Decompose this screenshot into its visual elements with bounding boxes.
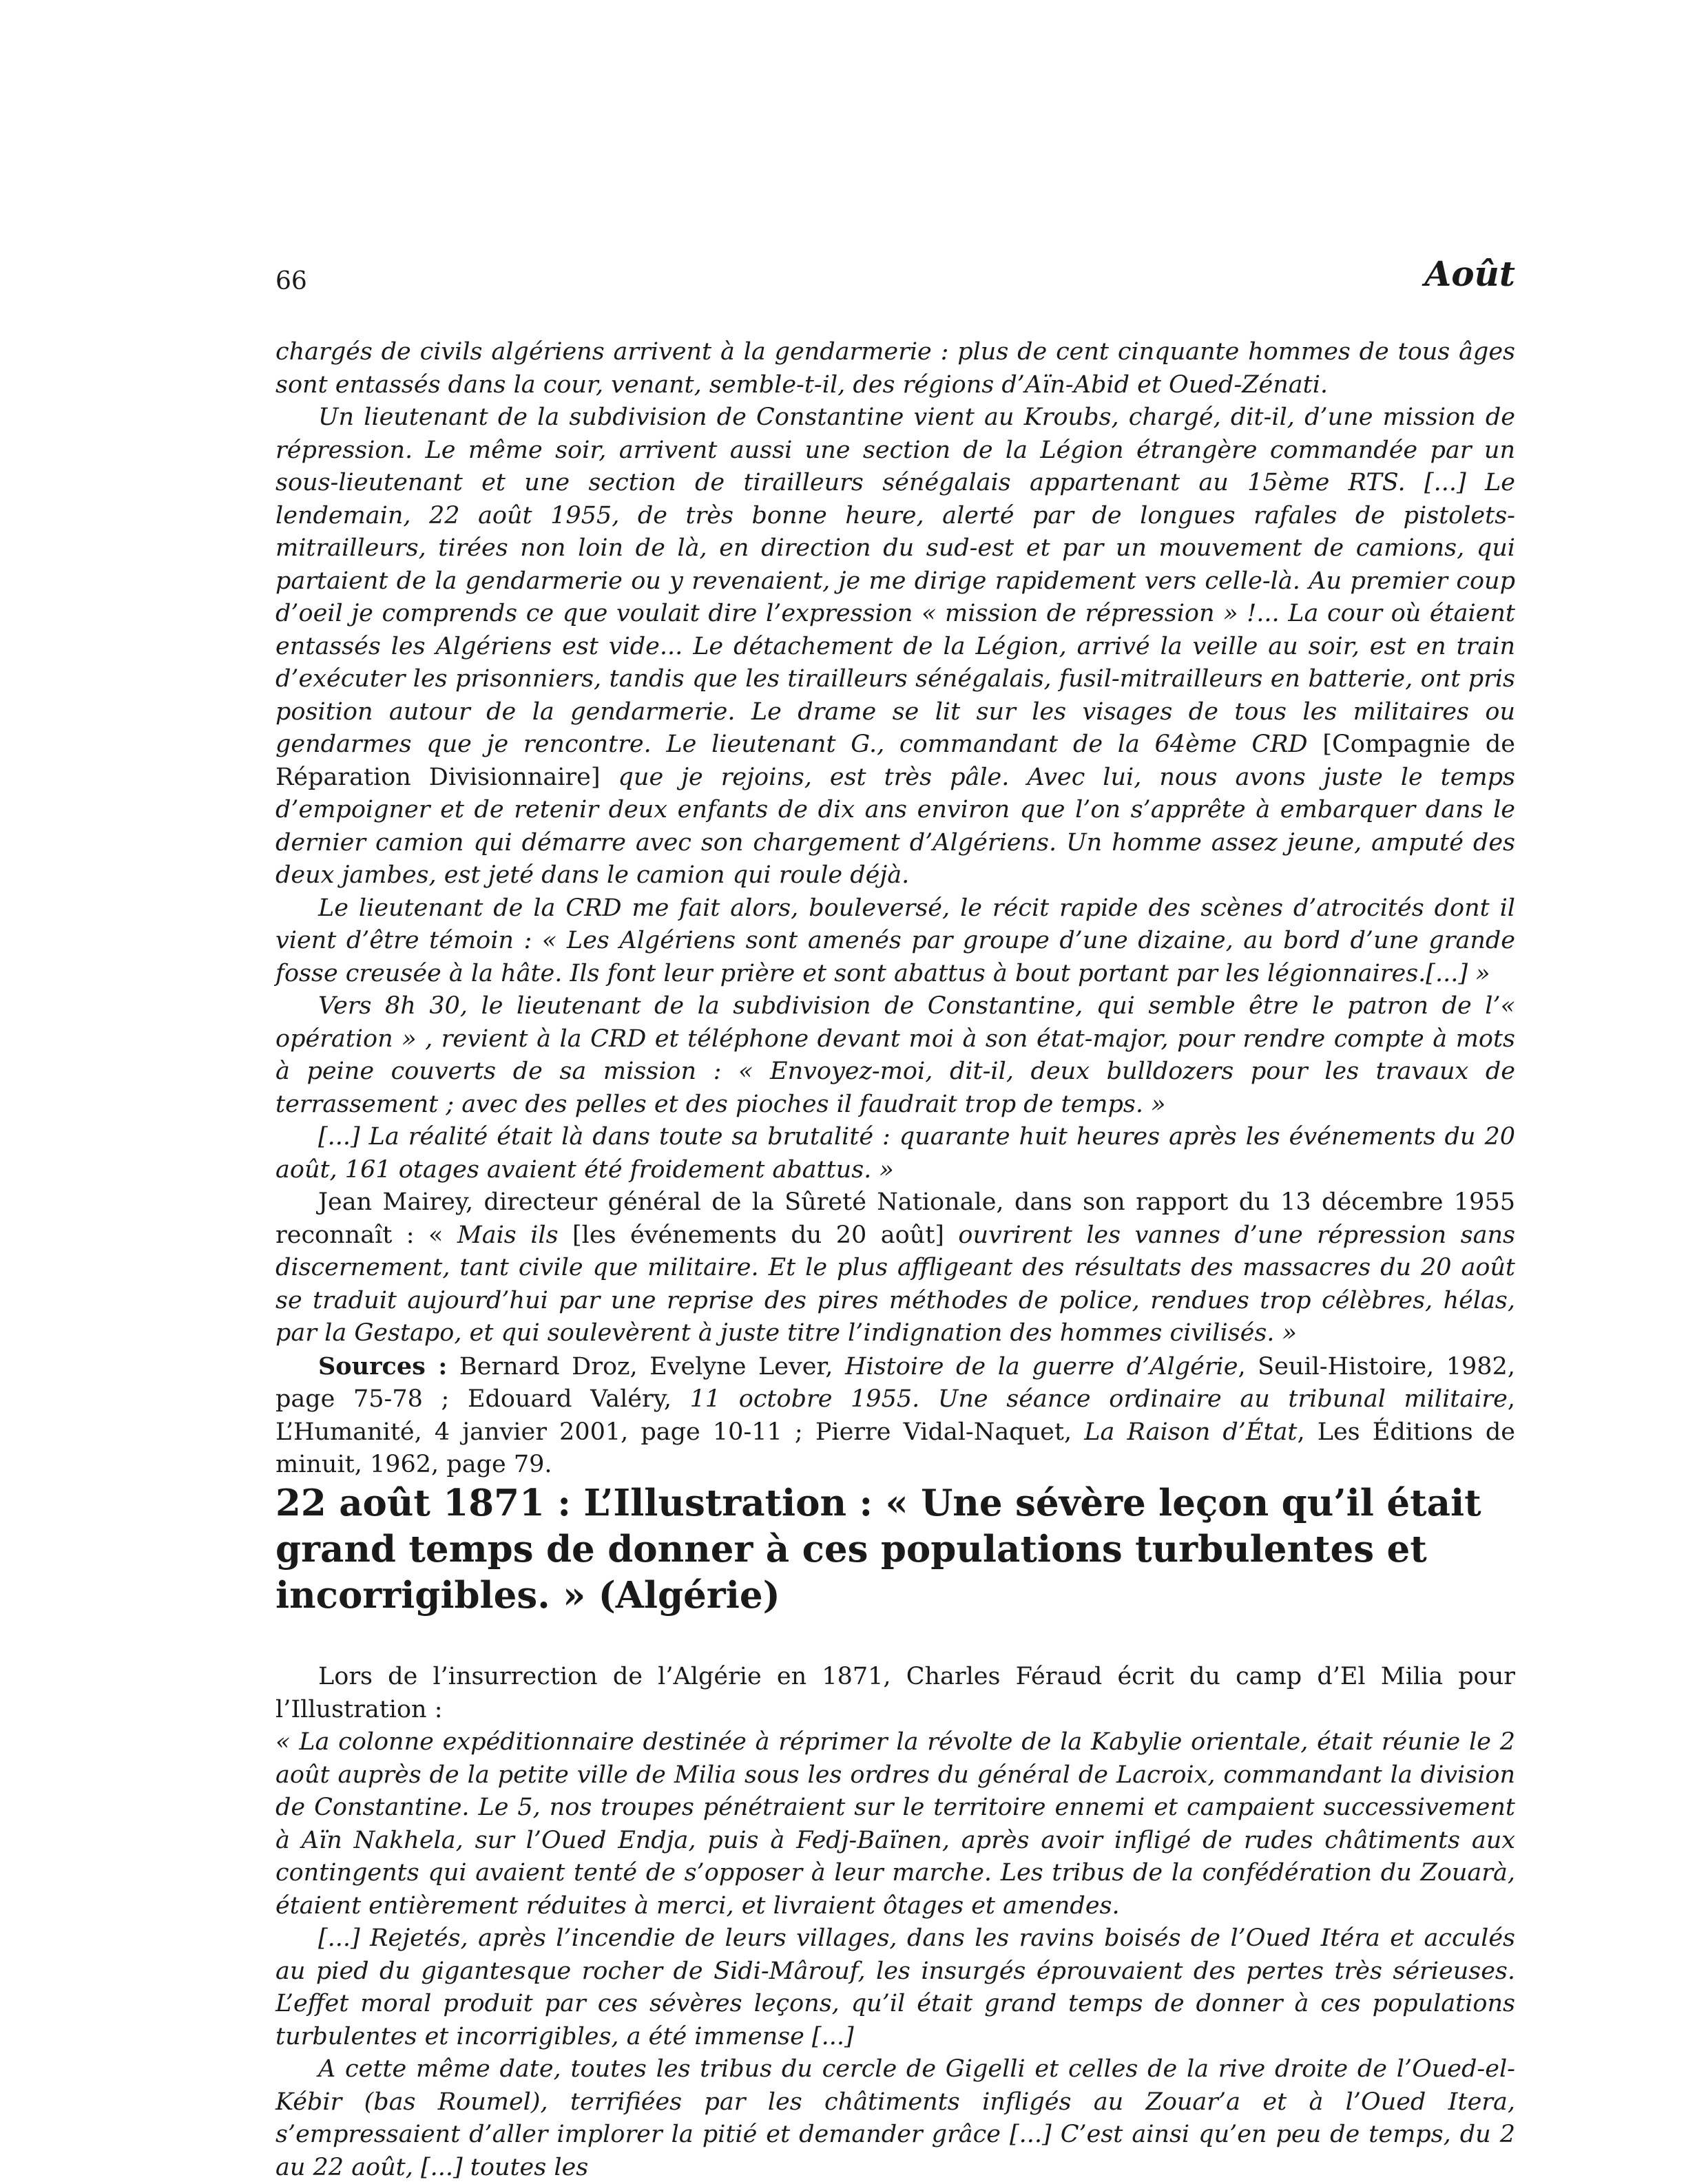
page-header [275,253,1515,302]
quote-text: ouvrirent les vannes d’une répression sans discernement, tant civile que militaire. Et le plus affligeant des résultats des massacres du 20 août se traduit aujourd’hui par une reprise des pires méthodes de police, rendues trop célèbres, hélas, par la Gestapo, et qui soulevèrent à juste titre l’indignation des hommes civilisés. » [275,1221,1515,1347]
source-title: La Raison d’État [1084,1418,1298,1446]
sources-label: Sources : [318,1352,448,1380]
paragraph: A cette même date, toutes les tribus du cercle de Gigelli et celles de la rive droite de l’Oued-el-Kébir (bas Roumel), terrifiées par les châtiments infligés au Zouar’a et à l’Oued Itera, s’empressaient d’aller implorer la pitié et demander grâce [...] C’est ainsi qu’en peu de temps, du 2 au 22 août, [...] toutes les [275,2055,1515,2181]
section-heading: 22 août 1871 : L’Illustration : « Une sévère leçon qu’il était grand temps de donner à ces populations turbulentes et incorrigibles. » (Algérie) [275,1482,1481,1617]
quote-text: que je rejoins, est très pâle. Avec lui, nous avons juste le temps d’empoigner et de retenir deux enfants de dix ans environ que l’on s’apprête à embarquer dans le dernier camion qui démarre avec son chargement d’Algériens. Un homme assez jeune, amputé des deux jambes, est jeté dans le camion qui roule déjà. [275,763,1516,889]
running-title: Août [1424,253,1515,294]
intro-text: Jean Mairey, directeur général de la Sûreté Nationale, dans son rapport du 13 décembre 1955 reconnaît : « [275,1188,1515,1249]
editorial-bracket: [les événements du 20 août] [572,1221,944,1249]
paragraph: Vers 8h 30, le lieutenant de la subdivision de Constantine, qui semble être le patron de l’« opération » , revient à la CRD et téléphone devant moi à son état-major, pour rendre compte à mots à peine couverts de sa mission : « Envoyez-moi, dit-il, deux bulldozers pour les travaux de terrassement ; avec des pelles et des pioches il faudrait trop de temps. » [275,992,1515,1118]
sources-text: Bernard Droz, Evelyne Lever, [459,1352,833,1380]
paragraph [275,1186,1515,1350]
section-1855-body [275,336,1515,1482]
sources-paragraph [275,1350,1515,1482]
source-title: 11 octobre 1955. Une séance ordinaire au tribunal militaire [689,1385,1508,1413]
quote-text: Un lieutenant de la subdivision de Constantine vient au Kroubs, chargé, dit-il, d’une mission de répression. Le même soir, arrivent aussi une section de la Légion étrangère commandée par un sous-lieutenant et une section de tirailleurs sénégalais appartenant au 15ème RTS. [...] Le lendemain, 22 août 1955, de très bonne heure, alerté par de longues rafales de pistolets-mitrailleurs, tirées non loin de là, en direction du sud-est et par un mouvement de camions, qui partaient de la gendarmerie ou y revenaient, je me dirige rapidement vers celle-là. Au premier coup d’oeil je comprends ce que voulait dire l’expression « mission de répression » !... La cour où étaient entassés les Algériens est vide... Le détachement de la Légion, arrivé la veille au soir, est en train d’exécuter les prisonniers, tandis que les tirailleurs sénégalais, fusil-mitrailleurs en batterie, ont pris position autour de la gendarmerie. Le drame se lit sur les visages de tous les militaires ou gendarmes que je rencontre. Le lieutenant G., commandant de la 64ème CRD [275,403,1515,758]
sources-text: , Les Éditions de minuit, 1962, page 79. [275,1418,1515,1478]
quote-text: Mais ils [457,1221,559,1249]
paragraph: « La colonne expéditionnaire destinée à réprimer la révolte de la Kabylie orientale, était réunie le 2 août auprès de la petite ville de Milia sous les ordres du général de Lacroix, commandant la division de Constantine. Le 5, nos troupes pénétraient sur le territoire ennemi et campaient successivement à Aïn Nakhela, sur l’Oued Endja, puis à Fedj-Baïnen, après avoir infligé de rudes châtiments aux contingents qui avaient tenté de s’opposer à leur marche. Les tribus de la confédération du Zouarà, étaient entièrement réduites à merci, et livraient ôtages et amendes. [275,1728,1515,1920]
sources-text: , L’Humanité, 4 janvier 2001, page 10-11 ; Pierre Vidal-Naquet, [275,1385,1515,1446]
editorial-bracket: [Compagnie de Réparation Divisionnaire] [275,731,1515,791]
section-1871-body [275,1661,1515,2184]
paragraph: [...] Rejetés, après l’incendie de leurs villages, dans les ravins boisés de l’Oued Itéra et acculés au pied du gigantesque rocher de Sidi-Mârouf, les insurgés éprouvaient des pertes très sérieuses. L’effet moral produit par ces sévères leçons, qu’il était grand temps de donner à ces populations turbulentes et incorrigibles, a été immense [...] [275,1924,1515,2050]
sources-text: , Seuil-Histoire, 1982, page 75-78 ; Edouard Valéry, [275,1352,1515,1413]
paragraph: [...] La réalité était là dans toute sa brutalité : quarante huit heures après les événements du 20 août, 161 otages avaient été froidement abattus. » [275,1123,1515,1184]
paragraph: Le lieutenant de la CRD me fait alors, bouleversé, le récit rapide des scènes d’atrocités dont il vient d’être témoin : « Les Algériens sont amenés par groupe d’une dizaine, au bord d’une grande fosse creusée à la hâte. Ils font leur prière et sont abattus à bout portant par les légionnaires.[...] » [275,894,1515,987]
page-number: 66 [275,267,307,295]
intro-paragraph: Lors de l’insurrection de l’Algérie en 1871, Charles Féraud écrit du camp d’El Milia pour l’Illustration : [275,1663,1515,1723]
source-title: Histoire de la guerre d’Algérie [845,1352,1238,1380]
paragraph [275,401,1515,892]
paragraph: chargés de civils algériens arrivent à la gendarmerie : plus de cent cinquante hommes de tous âges sont entassés dans la cour, venant, semble-t-il, des régions d’Aïn-Abid et Oued-Zénati. [275,338,1515,399]
